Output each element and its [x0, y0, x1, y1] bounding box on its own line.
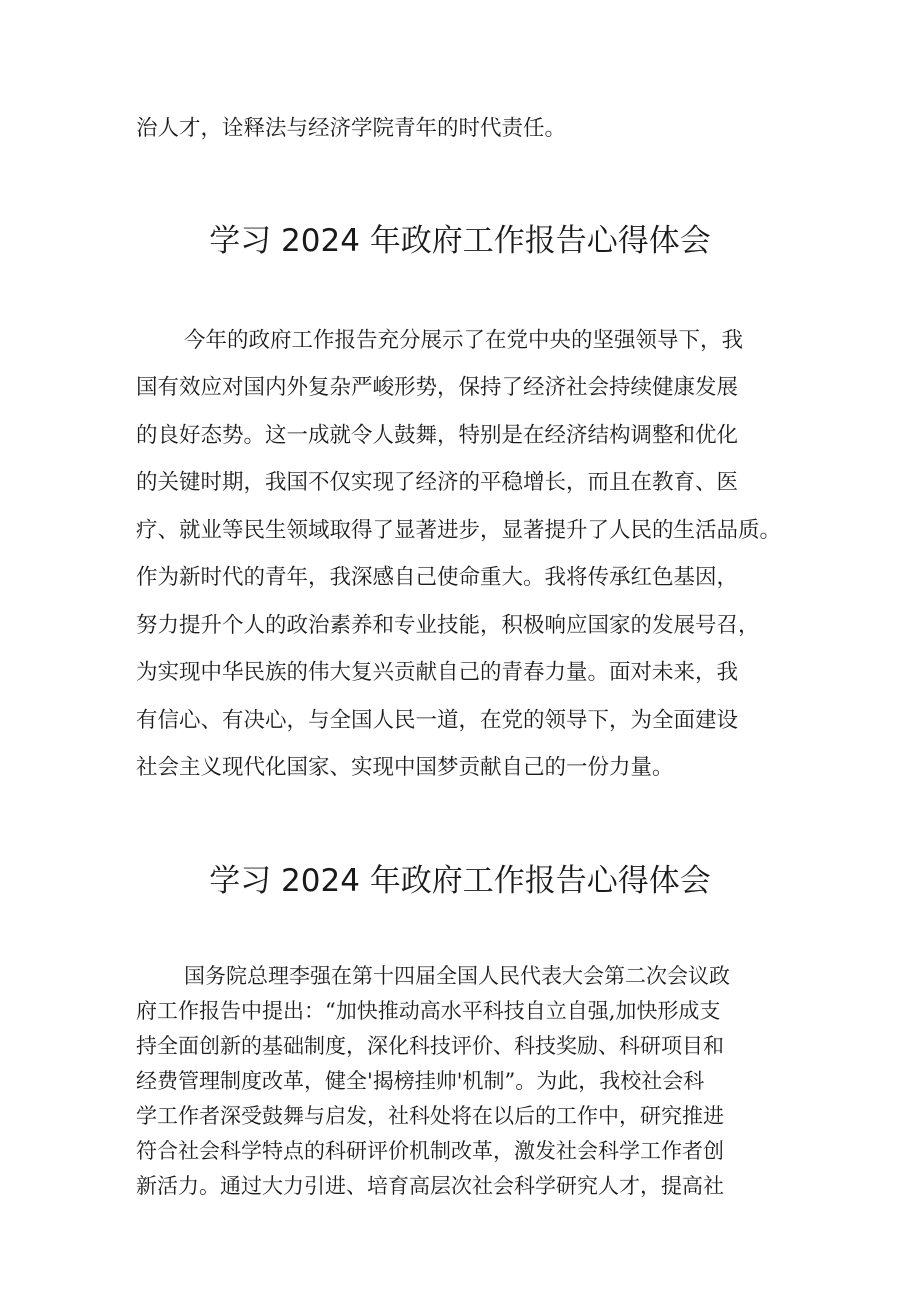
paragraph-line: 有信心、有决心，与全国人民一道，在党的领导下，为全面建设: [136, 708, 739, 733]
paragraph-line: 府工作报告中提出：“加快推动高水平科技自立自强,加快形成支: [136, 999, 721, 1023]
paragraph-line: 为实现中华民族的伟大复兴贡献自己的青春力量。面对未来，我: [136, 660, 739, 685]
paragraph-line: 经费管理制度改革，健全'揭榜挂帅'机制”。为此，我校社会科: [136, 1069, 705, 1093]
paragraph-line: 的良好态势。这一成就令人鼓舞，特别是在经济结构调整和优化: [136, 423, 739, 448]
intro-line: 治人才，诠释法与经济学院青年的时代责任。: [136, 116, 567, 141]
section2-title: 学习 2024 年政府工作报告心得体会: [209, 863, 711, 899]
paragraph-line: 今年的政府工作报告充分展示了在党中央的坚强领导下，我: [184, 328, 744, 353]
paragraph-line: 作为新时代的青年，我深感自己使命重大。我将传承红色基因，: [136, 565, 739, 590]
paragraph-line: 符合社会科学特点的科研评价机制改革，激发社会科学工作者创: [136, 1139, 724, 1163]
paragraph-line: 努力提升个人的政治素养和专业技能，积极响应国家的发展号召，: [136, 613, 760, 638]
paragraph-line: 疗、就业等民生领域取得了显著进步，显著提升了人民的生活品质。: [136, 518, 782, 543]
paragraph-line: 新活力。通过大力引进、培育高层次社会科学研究人才，提高社: [136, 1174, 724, 1198]
section1-title: 学习 2024 年政府工作报告心得体会: [209, 223, 711, 259]
paragraph-line: 社会主义现代化国家、实现中国梦贡献自己的一份力量。: [136, 755, 674, 780]
paragraph-line: 持全面创新的基础制度，深化科技评价、科技奖励、科研项目和: [136, 1034, 724, 1058]
paragraph-line: 的关键时期，我国不仅实现了经济的平稳增长，而且在教育、医: [136, 470, 739, 495]
paragraph-line: 国有效应对国内外复杂严峻形势，保持了经济社会持续健康发展: [136, 375, 739, 400]
paragraph-line: 国务院总理李强在第十四届全国人民代表大会第二次会议政: [184, 964, 730, 988]
paragraph-line: 学工作者深受鼓舞与启发，社科处将在以后的工作中，研究推进: [136, 1104, 724, 1128]
